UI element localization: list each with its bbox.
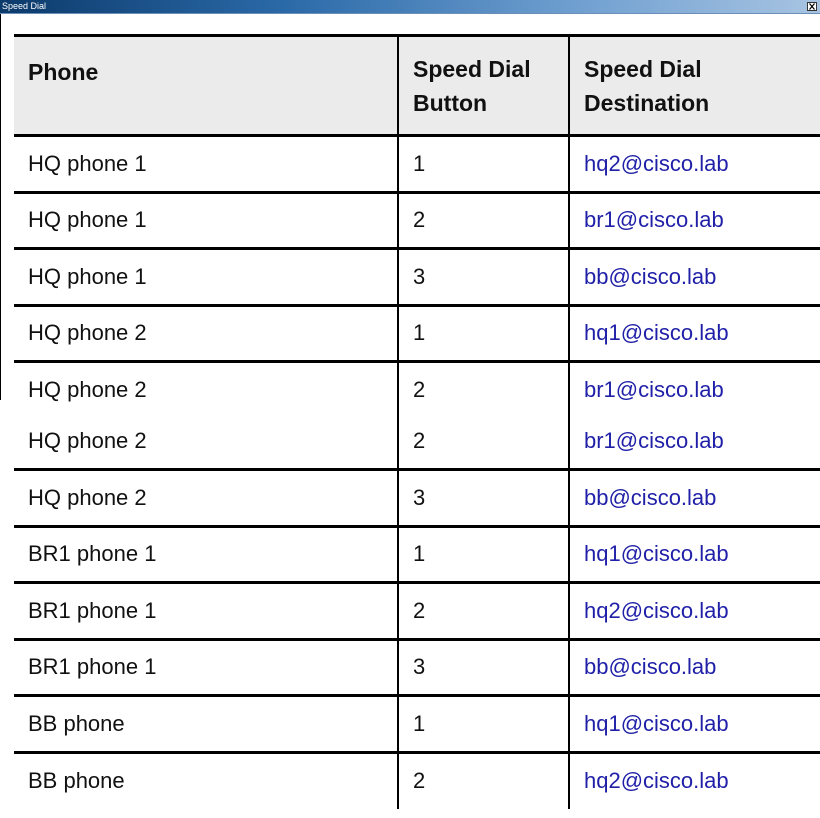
header-speed-dial-button: [398, 36, 569, 136]
table-row: [14, 305, 820, 362]
header-phone: [14, 36, 398, 136]
cell-phone: HQ phone 2: [14, 470, 398, 527]
cell-phone: BR1 phone 1: [14, 639, 398, 696]
cell-button: 2: [398, 192, 569, 249]
cell-phone: BR1 phone 1: [14, 526, 398, 583]
table-row: [14, 526, 820, 583]
table-row: [14, 136, 820, 193]
title-bar[interactable]: [0, 0, 820, 14]
cell-button: 3: [398, 249, 569, 306]
table-row: [14, 583, 820, 640]
cell-destination: hq2@cisco.lab: [569, 136, 820, 193]
cell-destination: hq1@cisco.lab: [569, 526, 820, 583]
cell-phone: HQ phone 2: [28, 377, 147, 403]
table-row: [14, 752, 820, 809]
header-destination-line1: Speed Dial: [584, 55, 702, 82]
cell-destination: hq1@cisco.lab: [569, 305, 820, 362]
table-row: [14, 639, 820, 696]
header-row: [14, 36, 820, 136]
cell-button: 2: [398, 583, 569, 640]
cell-phone: BB phone: [14, 696, 398, 753]
close-icon: [809, 3, 815, 10]
table-body: [14, 136, 820, 809]
cell-button: 2: [398, 362, 569, 418]
table-row: [14, 470, 820, 527]
cell-button: 2: [398, 752, 569, 809]
cell-phone: HQ phone 2: [14, 305, 398, 362]
header-button-line2: Button: [413, 89, 488, 116]
cell-phone: HQ phone 1: [14, 249, 398, 306]
cell-destination: br1@cisco.lab: [569, 192, 820, 249]
table-row: [14, 362, 820, 418]
window-title: Speed Dial: [2, 1, 47, 11]
header-destination-line2: Destination: [584, 89, 710, 116]
cell-button: 3: [398, 639, 569, 696]
table-header: [14, 36, 820, 136]
header-phone-label: Phone: [28, 59, 99, 85]
cell-destination: bb@cisco.lab: [569, 470, 820, 527]
cell-button: 1: [398, 305, 569, 362]
table-row: [14, 192, 820, 249]
cell-destination: br1@cisco.lab: [569, 418, 820, 470]
header-button-line1: Speed Dial: [413, 55, 531, 82]
cell-destination: hq2@cisco.lab: [569, 752, 820, 809]
cell-destination: hq2@cisco.lab: [569, 583, 820, 640]
cell-destination: bb@cisco.lab: [569, 249, 820, 306]
cell-button: 1: [398, 136, 569, 193]
frame-left-line: [0, 14, 1, 400]
speed-dial-table: [14, 34, 820, 809]
cell-destination: br1@cisco.lab: [569, 362, 820, 418]
cell-phone: BR1 phone 1: [14, 583, 398, 640]
cell-phone: HQ phone 2: [14, 418, 398, 470]
table-row: [14, 696, 820, 753]
cell-button: 2: [398, 418, 569, 470]
speed-dial-table-container: [14, 34, 820, 809]
cell-phone: BB phone: [28, 768, 125, 793]
header-speed-dial-destination: [569, 36, 820, 136]
table-row: [14, 249, 820, 306]
cell-phone: HQ phone 1: [14, 136, 398, 193]
cell-button: 1: [398, 526, 569, 583]
cell-phone: HQ phone 1: [14, 192, 398, 249]
cell-button: 3: [398, 470, 569, 527]
cell-button: 1: [398, 696, 569, 753]
cell-destination: bb@cisco.lab: [569, 639, 820, 696]
table-row: [14, 418, 820, 470]
close-button[interactable]: [807, 2, 817, 11]
cell-destination: hq1@cisco.lab: [569, 696, 820, 753]
